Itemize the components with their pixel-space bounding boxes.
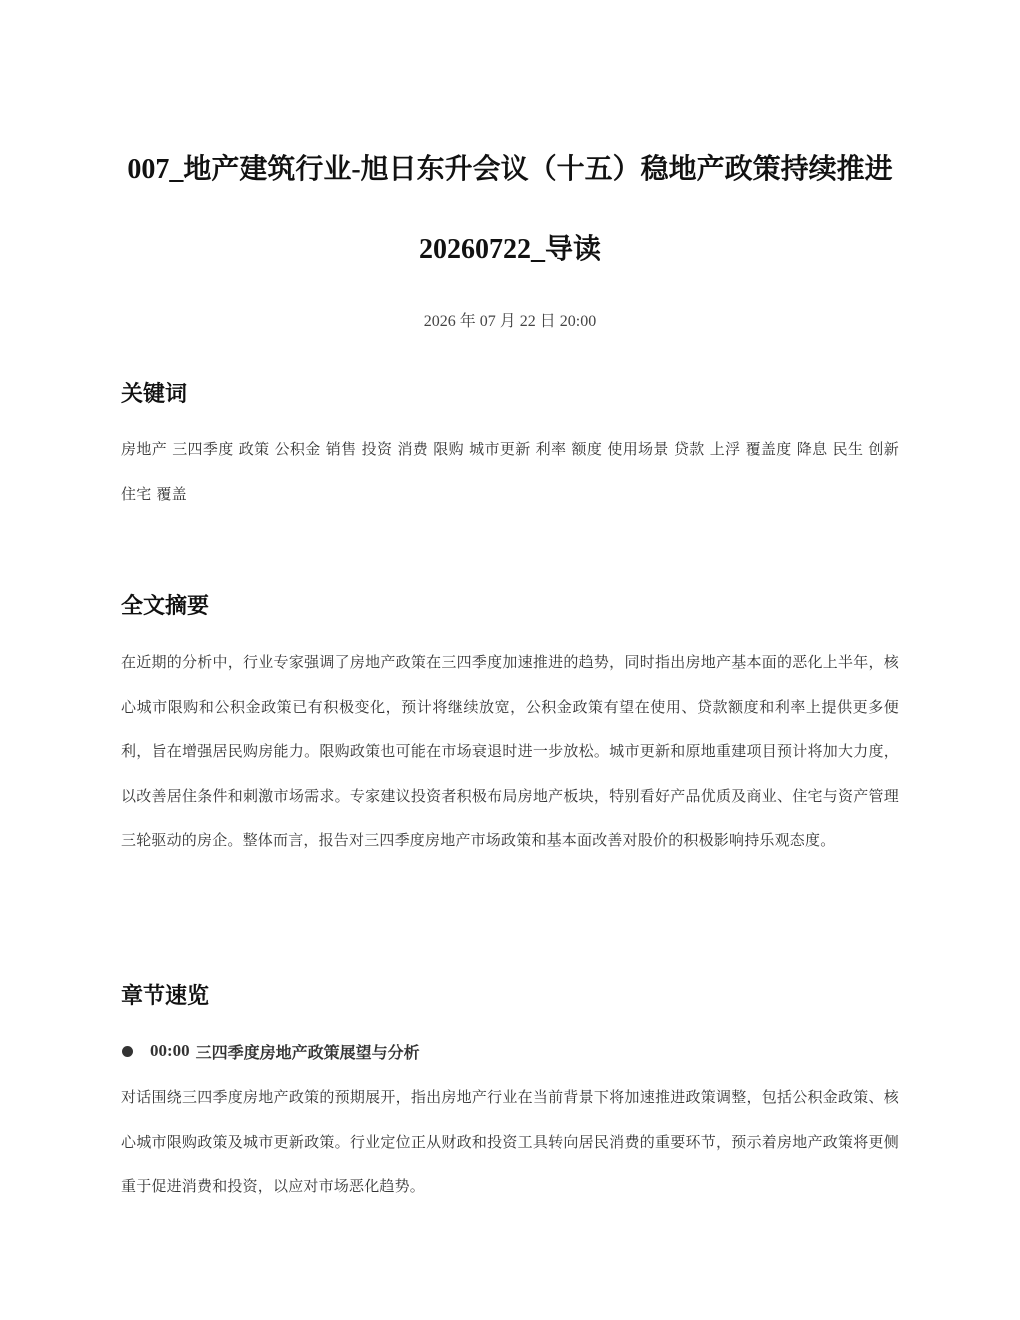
- document-title: 007_地产建筑行业-旭日东升会议（十五）稳地产政策持续推进 20260722_导读: [127, 154, 893, 265]
- summary-text: 在近期的分析中，行业专家强调了房地产政策在三四季度加速推进的趋势，同时指出房地产基本面的恶化上半年，核心城市限购和公积金政策已有积极变化，预计将继续放宽，公积金政策有望在使用、贷款额度和利率上提供更多便利，旨在增强居民购房能力。限购政策也可能在市场衰退时进一步放松。城市更新和原地重建项目预计将加大力度，以改善居住条件和刺激市场需求。专家建议投资者积极布局房地产板块，特别看好产品优质及商业、住宅与资产管理三轮驱动的房企。整体而言，报告对三四季度房地产市场政策和基本面改善对股价的积极影响持乐观态度。: [121, 653, 899, 849]
- keywords-text: 房地产 三四季度 政策 公积金 销售 投资 消费 限购 城市更新 利率 额度 使用场景 贷款 上浮 覆盖度 降息 民生 创新 住宅 覆盖: [121, 440, 899, 503]
- bullet-icon: [122, 1046, 133, 1057]
- document-date: 2026 年 07 月 22 日 20:00: [423, 313, 597, 330]
- chapter-item-heading: [121, 1038, 899, 1064]
- summary-heading: 全文摘要: [121, 594, 210, 619]
- chapter-timestamp: 00:00: [150, 1041, 190, 1060]
- chapters-heading: 章节速览: [121, 984, 210, 1009]
- chapter-summary-text: 对话围绕三四季度房地产政策的预期展开，指出房地产行业在当前背景下将加速推进政策调整，包括公积金政策、核心城市限购政策及城市更新政策。行业定位正从财政和投资工具转向居民消费的重要环节，预示着房地产政策将更侧重于促进消费和投资，以应对市场恶化趋势。: [121, 1088, 899, 1195]
- keywords-heading: 关键词: [121, 382, 188, 407]
- chapter-title: 三四季度房地产政策展望与分析: [195, 1042, 420, 1062]
